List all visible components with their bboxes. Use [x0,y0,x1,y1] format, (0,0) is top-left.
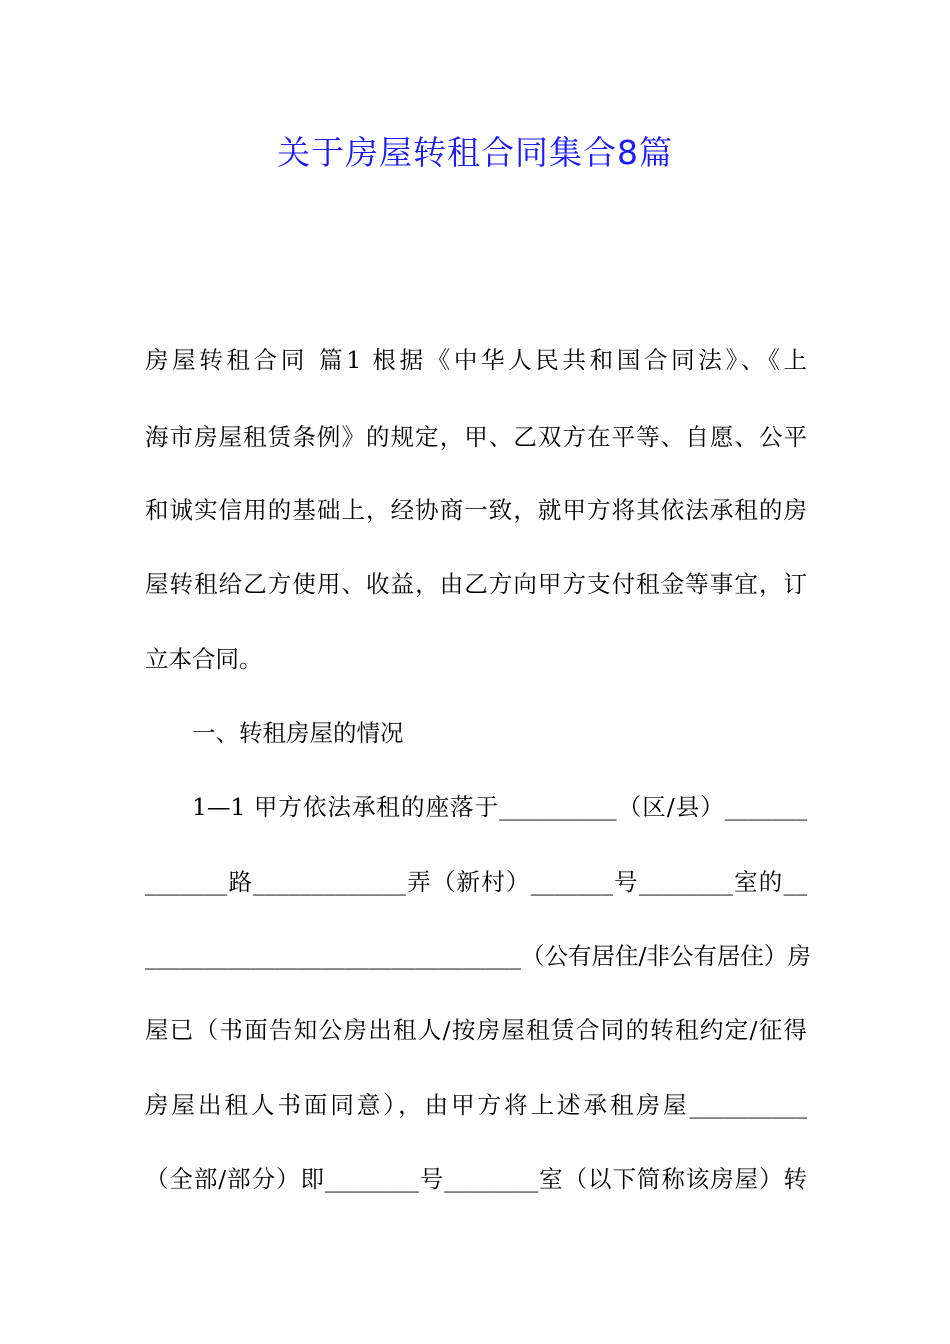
paragraph-line: 屋转租给乙方使用、收益，由乙方向甲方支付租金等事宜，订 [145,570,807,598]
paragraph-line: ________________________________（公有居住/非公有居住）房 [145,942,811,970]
paragraph-line: （全部/部分）即________号________室（以下简称该房屋）转 [145,1165,807,1193]
paragraph-line: 屋已（书面告知公房出租人/按房屋租赁合同的转租约定/征得 [145,1016,807,1044]
paragraph-line: 房屋出租人书面同意），由甲方将上述承租房屋__________ [145,1091,807,1119]
paragraph-line: 1—1 甲方依法承租的座落于__________（区/县）_______ [192,793,807,821]
paragraph-line: 和诚实信用的基础上，经协商一致，就甲方将其依法承租的房 [145,496,807,524]
paragraph-line: 海市房屋租赁条例》的规定，甲、乙双方在平等、自愿、公平 [145,423,807,451]
paragraph-line: _______路_____________弄（新村）_______号________室的__ [145,868,807,896]
paragraph-line: 房屋转租合同 篇1 根据《中华人民共和国合同法》、《上 [145,346,807,374]
paragraph-line: 立本合同。 [145,645,263,673]
section-heading: 一、转租房屋的情况 [192,719,404,747]
document-title: 关于房屋转租合同集合8篇 [277,133,673,172]
